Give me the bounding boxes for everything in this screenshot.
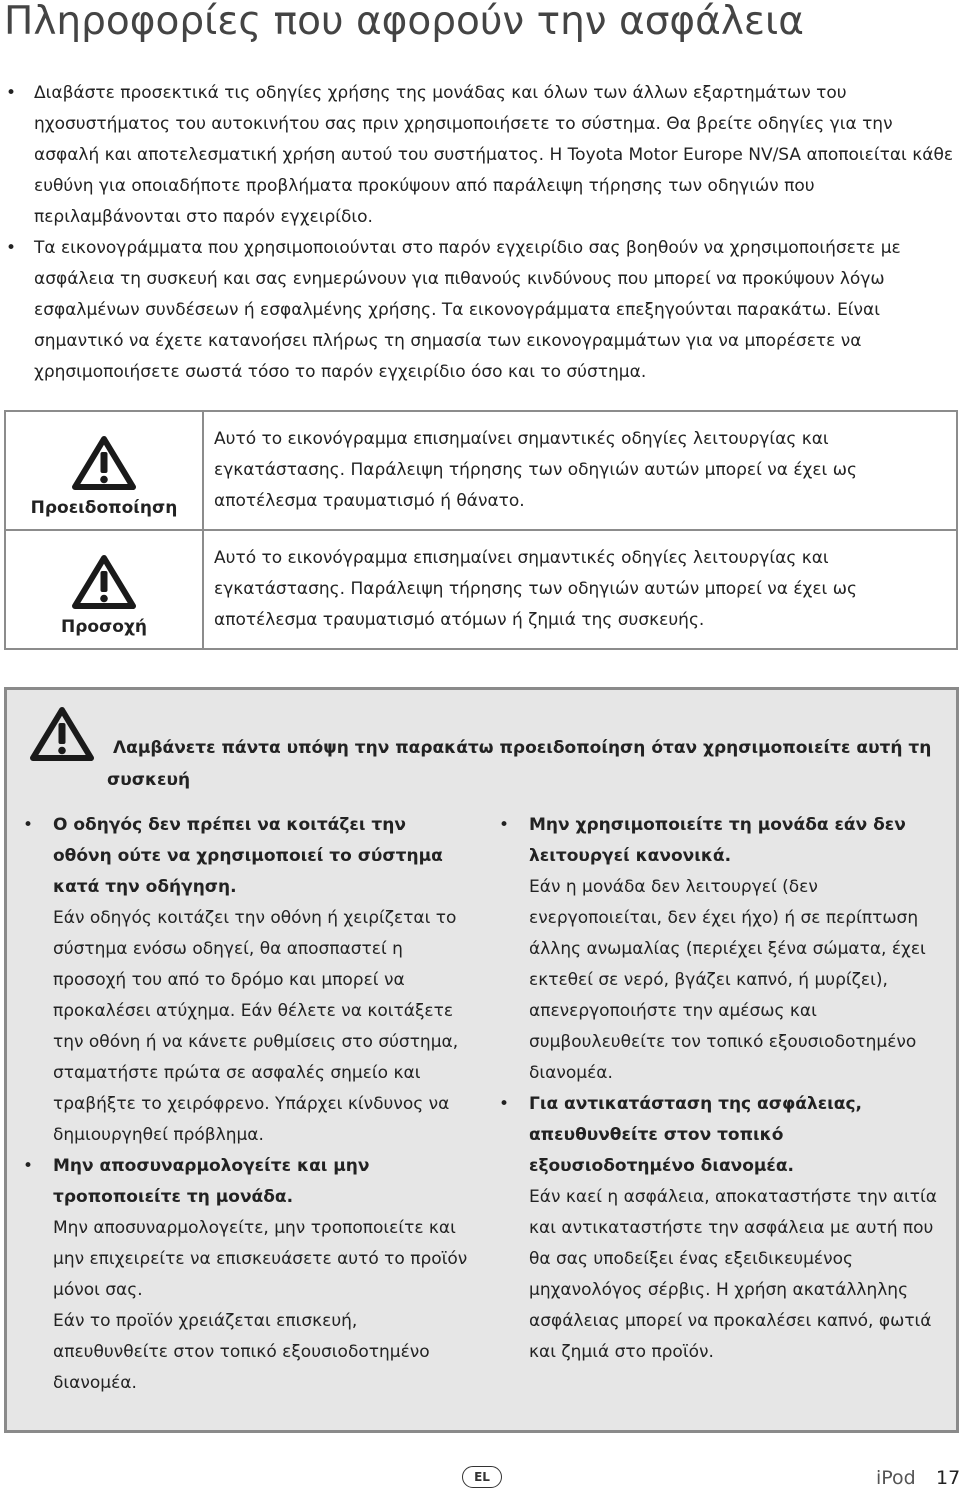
page-title: Πληροφορίες που αφορούν την ασφάλεια <box>4 0 804 44</box>
warning-item-text: Μην αποσυναρμολογείτε, μην τροποποιείτε και μην επιχειρείτε να επισκευάσετε αυτό το προϊόν μόνοι σας. <box>53 1218 468 1300</box>
warning-item <box>495 810 945 1089</box>
warning-list-left <box>19 810 469 1399</box>
warning-triangle-icon <box>71 554 137 610</box>
footer-product: iPod <box>876 1467 916 1489</box>
warning-list-right <box>495 810 945 1368</box>
warning-item <box>19 1151 469 1399</box>
warning-item-title: Μην χρησιμοποιείτε τη μονάδα εάν δεν λειτουργεί κανονικά. <box>529 815 906 866</box>
symbol-icon-cell <box>5 411 203 530</box>
warning-triangle-icon <box>71 435 137 491</box>
warning-item-title: Μην αποσυναρμολογείτε και μην τροποποιείτε τη μονάδα. <box>53 1156 370 1207</box>
symbol-icon-cell <box>5 530 203 649</box>
warning-box <box>4 687 959 1433</box>
warning-item <box>495 1089 945 1368</box>
warning-item-text: Εάν η μονάδα δεν λειτουργεί (δεν ενεργοποιείται, δεν έχει ήχο) ή σε περίπτωση άλλης ανωμαλίας (περιέχει ξένα σώματα, έχει εκτεθεί σε νερό, βγάζει καπνό, ή μυρίζει), απενεργοποιήστε την αμέσως και συμβουλευθείτε τον τοπικό εξουσιοδοτημένο διανομέα. <box>529 877 926 1083</box>
bullet: • <box>6 83 17 103</box>
bullet: • <box>499 815 510 835</box>
symbols-table <box>4 410 958 650</box>
bullet: • <box>499 1094 510 1114</box>
symbol-description: Αυτό το εικονόγραμμα επισημαίνει σημαντικές οδηγίες λειτουργίας και εγκατάστασης. Παράλειψη τήρησης των οδηγιών αυτών μπορεί να έχει ως αποτέλεσμα τραυματισμό ή θάνατο. <box>203 411 957 530</box>
warning-box-heading: Λαμβάνετε πάντα υπόψη την παρακάτω προειδοποίηση όταν χρησιμοποιείτε αυτή τη συσκευή <box>107 738 932 790</box>
warning-item-title: Ο οδηγός δεν πρέπει να κοιτάζει την οθόνη ούτε να χρησιμοποιεί το σύστημα κατά την οδήγηση. <box>53 815 443 897</box>
warning-triangle-icon <box>29 706 95 762</box>
intro-item <box>0 78 960 233</box>
bullet: • <box>23 1156 34 1176</box>
bullet: • <box>6 238 17 258</box>
page-number: 17 <box>936 1467 960 1489</box>
warning-item <box>19 810 469 1151</box>
symbol-row-caution <box>5 530 957 649</box>
warning-item-text: Εάν το προϊόν χρειάζεται επισκευή, απευθυνθείτε στον τοπικό εξουσιοδοτημένο διανομέα. <box>53 1311 430 1393</box>
symbol-label: Προσοχή <box>60 617 148 637</box>
language-badge: EL <box>462 1466 502 1488</box>
symbol-row-warning <box>5 411 957 530</box>
symbol-label: Προειδοποίηση <box>30 498 178 518</box>
warning-item-title: Για αντικατάσταση της ασφάλειας, απευθυνθείτε στον τοπικό εξουσιοδοτημένο διανομέα. <box>529 1094 863 1176</box>
symbol-description: Αυτό το εικονόγραμμα επισημαίνει σημαντικές οδηγίες λειτουργίας και εγκατάστασης. Παράλειψη τήρησης των οδηγιών αυτών μπορεί να έχει ως αποτέλεσμα τραυματισμό ατόμων ή ζημιά της συσκευής. <box>203 530 957 649</box>
warning-item-text: Εάν οδηγός κοιτάζει την οθόνη ή χειρίζεται το σύστημα ενόσω οδηγεί, θα αποσπαστεί η προσοχή του από το δρόμο και μπορεί να προκαλέσει ατύχημα. Εάν θέλετε να κοιτάξετε την οθόνη ή να κάνετε ρυθμίσεις στο σύστημα, σταματήστε πρώτα σε ασφαλές σημείο και τραβήξτε το χειρόφρενο. Υπάρχει κίνδυνος να δημιουργηθεί πρόβλημα. <box>53 908 459 1145</box>
bullet: • <box>23 815 34 835</box>
intro-text: Τα εικονογράμματα που χρησιμοποιούνται στο παρόν εγχειρίδιο σας βοηθούν να χρησιμοποιήσετε με ασφάλεια τη συσκευή και σας ενημερώνουν για πιθανούς κινδύνους που μπορεί να προκύψουν λόγω εσφαλμένων συνδέσεων ή εσφαλμένης χρήσης. Τα εικονογράμματα επεξηγούνται παρακάτω. Είναι σημαντικό να έχετε κατανοήσει πλήρως τη σημασία των εικονογραμμάτων για να μπορέσετε να χρησιμοποιήσετε σωστά τόσο το παρόν εγχειρίδιο όσο και το σύστημα. <box>34 238 901 382</box>
intro-list <box>0 78 960 388</box>
warning-item-text: Εάν καεί η ασφάλεια, αποκαταστήστε την αιτία και αντικαταστήστε την ασφάλεια με αυτή που θα σας υποδείξει ένας εξειδικευμένος μηχανολόγος σέρβις. Η χρήση ακατάλληλης ασφάλειας μπορεί να προκαλέσει καπνό, φωτιά και ζημιά στο προϊόν. <box>529 1187 937 1362</box>
intro-item <box>0 233 960 388</box>
intro-text: Διαβάστε προσεκτικά τις οδηγίες χρήσης της μονάδας και όλων των άλλων εξαρτημάτων του ηχοσυστήματος του αυτοκινήτου σας πριν χρησιμοποιήσετε το σύστημα. Θα βρείτε οδηγίες για την ασφαλή και αποτελεσματική χρήση αυτού του συστήματος. Η Toyota Motor Europe NV/SA αποποιείται κάθε ευθύνη για οποιαδήποτε προβλήματα προκύψουν από παράλειψη τήρησης των οδηγιών που περιλαμβάνονται στο παρόν εγχειρίδιο. <box>34 83 954 227</box>
